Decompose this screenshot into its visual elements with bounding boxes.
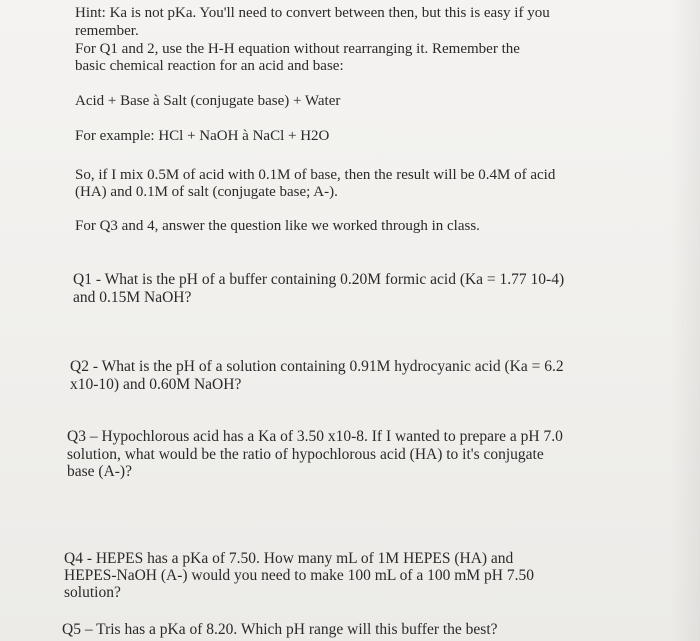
question-4-line-2: HEPES-NaOH (A-) would you need to make 100 mL of a 100 mM pH 7.50 — [64, 567, 534, 584]
reaction-general: Acid + Base à Salt (conjugate base) + Water — [75, 93, 341, 109]
question-2-line-2: x10-10) and 0.60M NaOH? — [70, 376, 242, 393]
explanation-line-3: For Q3 and 4, answer the question like we worked through in class. — [75, 218, 480, 234]
hint-line-2: remember. — [75, 23, 139, 39]
question-3-line-2: solution, what would be the ratio of hypochlorous acid (HA) to it's conjugate — [67, 446, 544, 463]
question-1-line-2: and 0.15M NaOH? — [73, 289, 192, 306]
explanation-line-2: (HA) and 0.1M of salt (conjugate base; A-). — [75, 184, 338, 200]
question-3-line-1: Q3 – Hypochlorous acid has a Ka of 3.50 x10-8. If I wanted to prepare a pH 7.0 — [67, 428, 563, 445]
page-edge-shadow — [670, 0, 700, 641]
question-5-line-1: Q5 – Tris has a pKa of 8.20. Which pH range will this buffer the best? — [62, 621, 498, 638]
question-2-line-1: Q2 - What is the pH of a solution containing 0.91M hydrocyanic acid (Ka = 6.2 — [70, 358, 564, 375]
hint-line-1: Hint: Ka is not pKa. You'll need to convert between then, but this is easy if you — [75, 5, 550, 21]
question-4-line-1: Q4 - HEPES has a pKa of 7.50. How many mL of 1M HEPES (HA) and — [64, 550, 514, 567]
hint-line-4: basic chemical reaction for an acid and base: — [75, 58, 344, 74]
hint-line-3: For Q1 and 2, use the H-H equation without rearranging it. Remember the — [75, 41, 520, 57]
reaction-example: For example: HCl + NaOH à NaCl + H2O — [75, 128, 330, 144]
question-4-line-3: solution? — [64, 584, 121, 601]
explanation-line-1: So, if I mix 0.5M of acid with 0.1M of base, then the result will be 0.4M of acid — [75, 167, 556, 183]
question-3-line-3: base (A-)? — [67, 463, 132, 480]
question-1-line-1: Q1 - What is the pH of a buffer containing 0.20M formic acid (Ka = 1.77 10-4) — [73, 271, 565, 288]
